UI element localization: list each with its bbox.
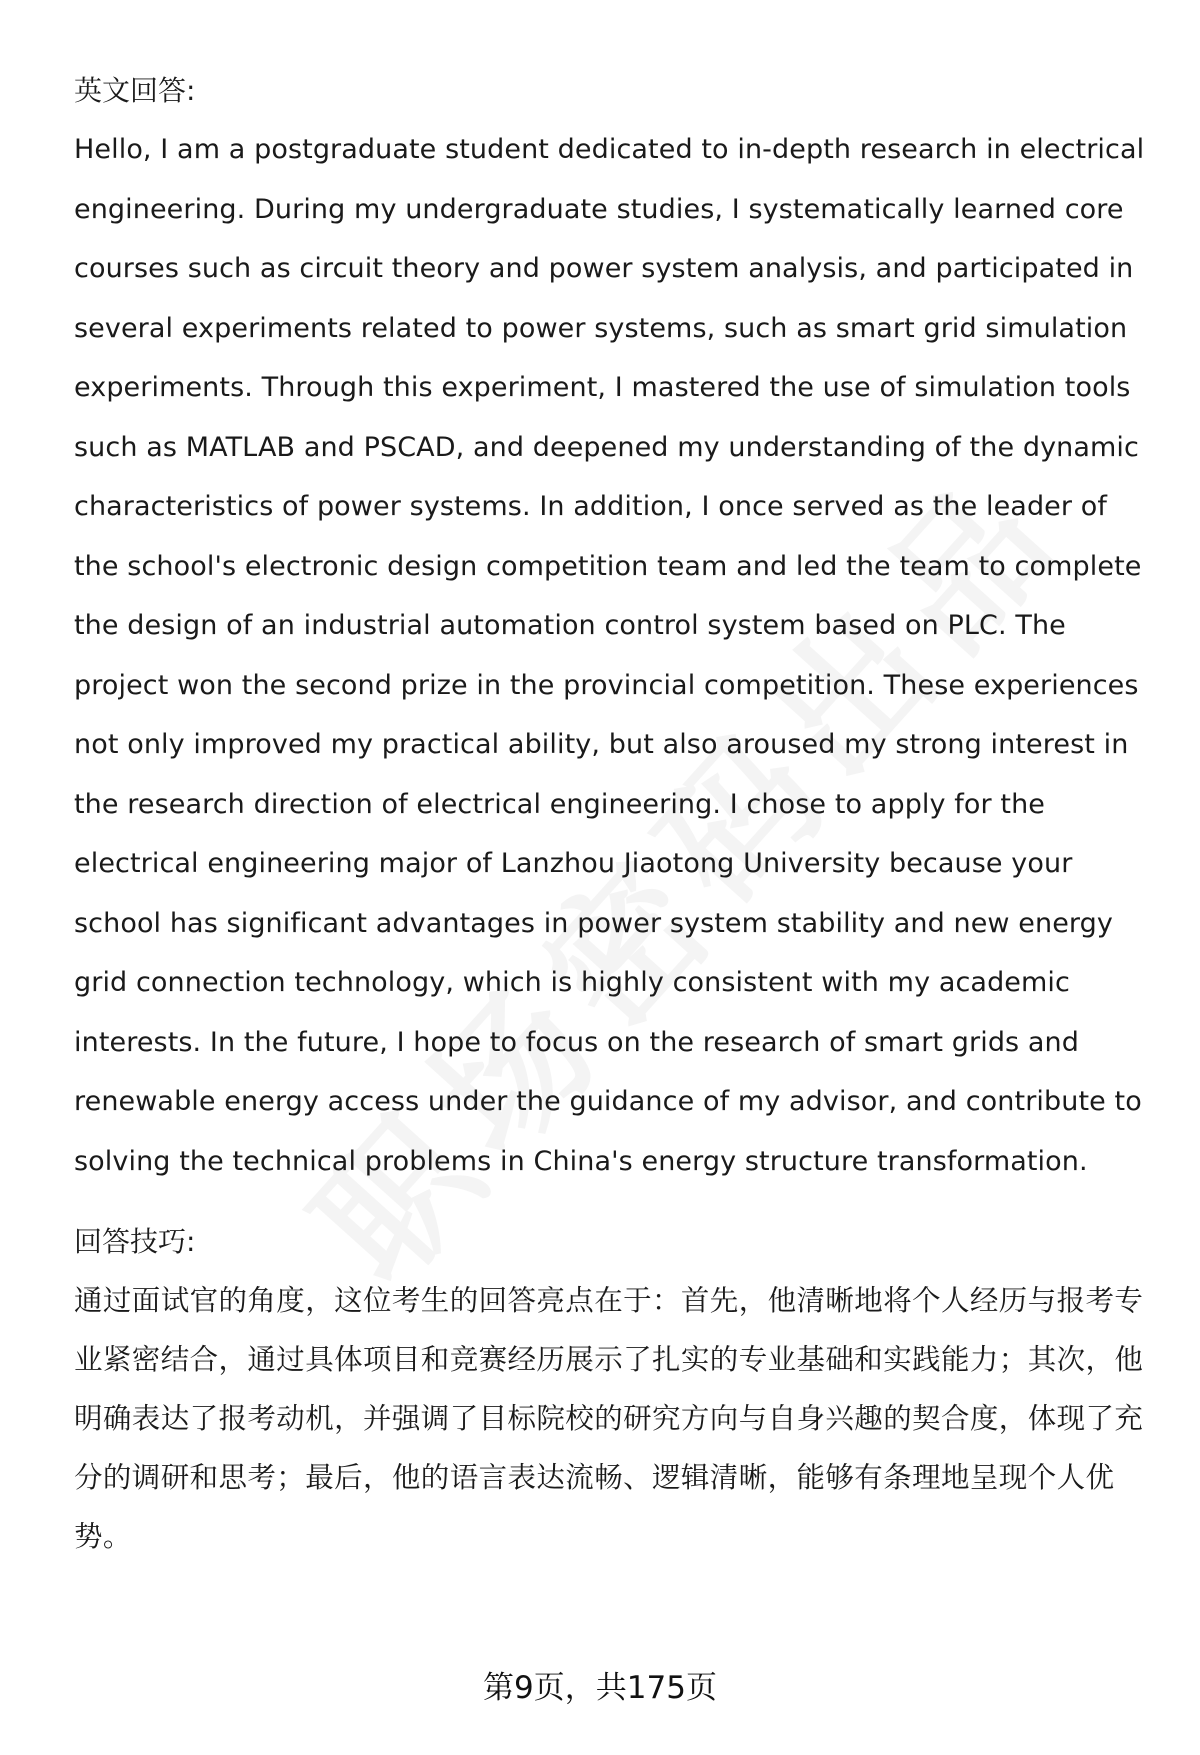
page-indicator: 第9页，共175页 bbox=[483, 1670, 717, 1706]
english-answer-heading: 英文回答: bbox=[74, 74, 196, 107]
english-answer-body: Hello, I am a postgraduate student dedicated to in-depth research in electrical engineering. During my undergraduate studies, I systematically learned core courses such as circuit theory and power system analysis, and participated in several experiments related to power systems, such as smart grid simulation experiments. Through this experiment, I mastered the use of simulation tools such as MATLAB and PSCAD, and deepened my understanding of the dynamic characteristics of power systems. In addition, I once served as the leader of the school's electronic design competition team and led the team to complete the design of an industrial automation control system based on PLC. The project won the second prize in the provincial competition. These experiences not only improved my practical ability, but also aroused my strong interest in the research direction of electrical engineering. I chose to apply for the electrical engineering major of Lanzhou Jiaotong University because your school has significant advantages in power system stability and new energy grid connection technology, which is highly consistent with my academic interests. In the future, I hope to focus on the research of smart grids and renewable energy access under the guidance of my advisor, and contribute to solving the technical problems in China's energy structure transformation. bbox=[74, 134, 1145, 1177]
tips-body: 通过面试官的角度，这位考生的回答亮点在于：首先，他清晰地将个人经历与报考专业紧密结合，通过具体项目和竞赛经历展示了扎实的专业基础和实践能力；其次，他明确表达了报考动机，并强调了目标院校的研究方向与自身兴趣的契合度，体现了充分的调研和思考；最后，他的语言表达流畅、逻辑清晰，能够有条理地呈现个人优势。 bbox=[74, 1284, 1144, 1553]
tips-heading: 回答技巧: bbox=[74, 1225, 196, 1258]
page-content bbox=[74, 62, 1154, 1566]
